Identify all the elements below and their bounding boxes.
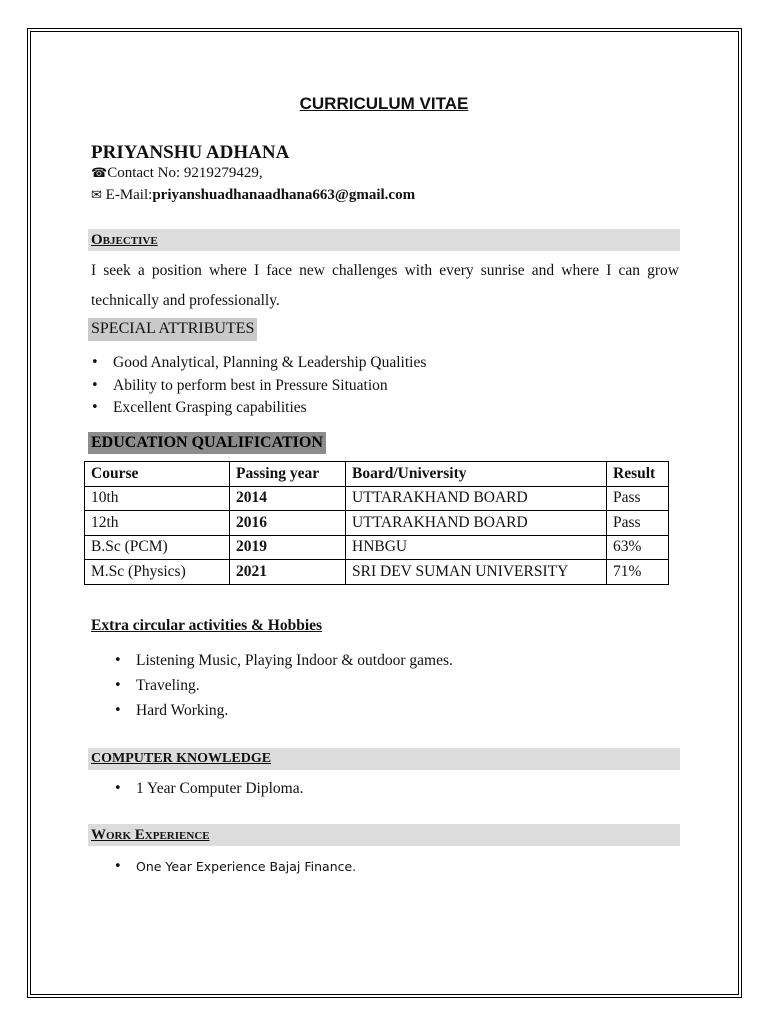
list-item: • Hard Working.: [136, 698, 453, 723]
computer-knowledge-list: [136, 777, 303, 801]
board-cell: SRI DEV SUMAN UNIVERSITY: [346, 560, 607, 585]
mail-icon: ✉: [91, 188, 102, 203]
table-row: [85, 486, 669, 511]
computer-knowledge-heading: [88, 748, 680, 770]
course-cell: 12th: [85, 511, 230, 536]
table-row: [85, 560, 669, 585]
document-title: CURRICULUM VITAE: [299, 94, 469, 113]
column-header-passing-year: Passing year: [230, 462, 346, 487]
column-header-course: Course: [85, 462, 230, 487]
hobbies-heading: Extra circular activities & Hobbies: [91, 617, 323, 634]
course-cell: 10th: [85, 486, 230, 511]
board-cell: UTTARAKHAND BOARD: [346, 486, 607, 511]
board-cell: UTTARAKHAND BOARD: [346, 511, 607, 536]
result-cell: Pass: [607, 511, 669, 536]
email-line: [91, 187, 415, 204]
list-item: • Excellent Grasping capabilities: [113, 397, 426, 420]
result-cell: 71%: [607, 560, 669, 585]
year-cell: 2019: [230, 535, 346, 560]
list-item: • Ability to perform best in Pressure Situation: [113, 375, 426, 398]
list-item: • Traveling.: [136, 673, 453, 698]
work-experience-heading: [88, 824, 680, 846]
contact-line: [91, 165, 263, 182]
special-attributes-list: [113, 352, 426, 420]
email-label: E-Mail:: [101, 187, 153, 203]
computer-knowledge-heading-text: COMPUTER KNOWLEDGE: [91, 751, 272, 766]
special-attributes-heading: SPECIAL ATTRIBUTES: [88, 318, 257, 341]
table-row: [85, 535, 669, 560]
column-header-result: Result: [607, 462, 669, 487]
year-cell: 2021: [230, 560, 346, 585]
column-header-board: Board/University: [346, 462, 607, 487]
course-cell: M.Sc (Physics): [85, 560, 230, 585]
list-item: • One Year Experience Bajaj Finance.: [136, 857, 356, 877]
candidate-name: PRIYANSHU ADHANA: [91, 142, 290, 163]
board-cell: HNBGU: [346, 535, 607, 560]
hobbies-list: [136, 648, 453, 723]
year-cell: 2016: [230, 511, 346, 536]
contact-number: 9219279429,: [183, 165, 263, 181]
list-item: • 1 Year Computer Diploma.: [136, 777, 303, 801]
objective-heading: [88, 229, 680, 251]
table-row: [85, 511, 669, 536]
year-cell: 2014: [230, 486, 346, 511]
list-item: • Good Analytical, Planning & Leadership Qualities: [113, 352, 426, 375]
work-experience-heading-text: Work Experience: [91, 827, 210, 843]
result-cell: Pass: [607, 486, 669, 511]
phone-icon: ☎: [91, 166, 108, 181]
objective-text: I seek a position where I face new challenges with every sunrise and where I can grow technically and professionally.: [91, 262, 679, 309]
education-table: [84, 461, 669, 585]
education-heading: EDUCATION QUALIFICATION: [88, 432, 326, 454]
work-experience-list: [136, 857, 356, 877]
email-address: priyanshuadhanaadhana663@gmail.com: [152, 187, 416, 203]
course-cell: B.Sc (PCM): [85, 535, 230, 560]
table-header-row: [85, 462, 669, 487]
objective-heading-text: Objective: [91, 232, 158, 248]
contact-label: Contact No:: [107, 165, 184, 181]
list-item: • Listening Music, Playing Indoor & outdoor games.: [136, 648, 453, 673]
result-cell: 63%: [607, 535, 669, 560]
